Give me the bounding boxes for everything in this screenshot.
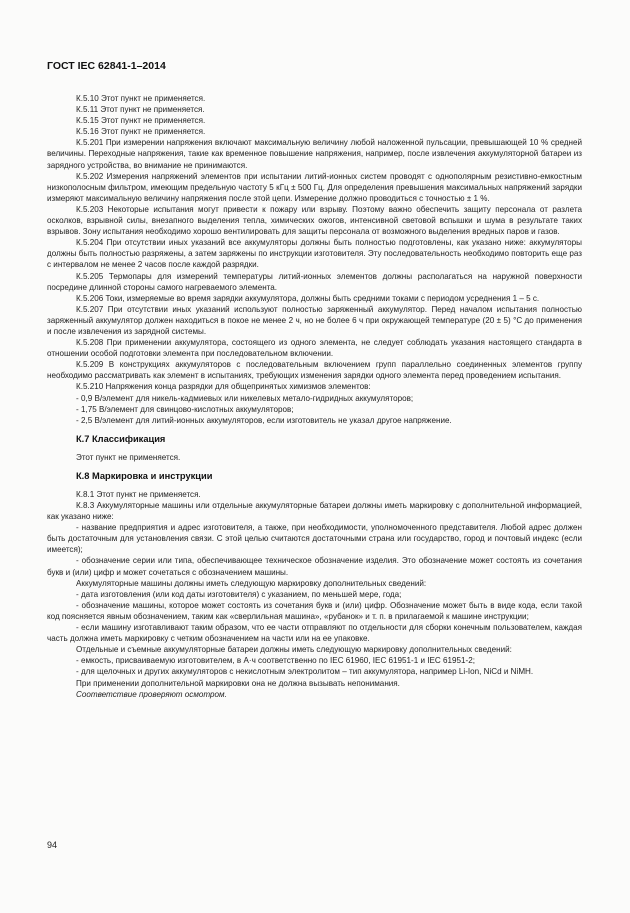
paragraph-k8-3-g: Отдельные и съемные аккумуляторные батареи должны иметь следующую маркировку дополнительных сведений: (76, 645, 512, 655)
list-item-k8-3-b: - обозначение серии или типа, обеспечивающее техническое обозначение изделия. Это обозначение может состоять из сочетания букв и (или) цифр и может сочетаться с обозначением машины. (47, 556, 582, 577)
list-item-k5-210-b: - 1,75 В/элемент для свинцово-кислотных аккумуляторов; (76, 404, 294, 414)
paragraph-k5-209: К.5.209 В конструкциях аккумуляторов с последовательным включением групп параллельно соединенных элементов группу необходимо рассматривать как элемент в испытаниях, требующих изменения зарядки одного элемента перед проведением испытания. (47, 360, 582, 381)
list-item-k8-3-i: - для щелочных и других аккумуляторов с некислотным электролитом – тип аккумулятора, например Li-Ion, NiCd и NiMH. (76, 667, 534, 677)
page-number: 94 (47, 840, 58, 850)
paragraph-k5-11: К.5.11 Этот пункт не применяется. (76, 105, 205, 115)
paragraph-k5-206: К.5.206 Токи, измеряемые во время зарядки аккумулятора, должны быть средними токами с периодом усреднения 1 – 5 с. (76, 293, 540, 303)
paragraph-k7: Этот пункт не применяется. (76, 452, 181, 462)
compliance-check-note: Соответствие проверяют осмотром. (76, 689, 227, 699)
list-item-k8-3-a: - название предприятия и адрес изготовителя, а также, при необходимости, уполномоченного представителя. Любой адрес должен быть достаточным для установления связи. С этой целью считаются достаточными страна или государство, город и почтовый индекс (если имеется); (47, 523, 582, 555)
list-item-k8-3-f: - если машину изготавливают таким образом, что ее части отправляют по отдельности для сборки конечным пользователем, каждая часть должна иметь маркировку с четким обозначением на части или на ее упаковке. (47, 623, 582, 644)
paragraph-k5-203: К.5.203 Некоторые испытания могут привести к пожару или взрыву. Поэтому важно обеспечить защиту персонала от разлета осколков, взрывной силы, внезапного выделения тепла, химических ожогов, интенсивной световой вспышки и шума в результате таких взрывов. Зону испытания необходимо хорошо вентилировать для защиты персонала от возможного выделения вредных паров и газов. (47, 204, 582, 237)
section-heading-k8: К.8 Маркировка и инструкции (76, 470, 213, 481)
list-item-k5-210-c: - 2,5 В/элемент для литий-ионных аккумуляторов, если изготовитель не указал другое напряжение. (76, 415, 452, 425)
paragraph-k5-201: К.5.201 При измерении напряжения включают максимальную величину любой наложенной пульсации, превышающей 10 % средней величины. Переходные напряжения, такие как временное повышение напряжения, например, после извлечения аккумуляторной батареи из зарядного устройства, во внимание не принимаются. (47, 138, 582, 170)
document-body (47, 93, 582, 700)
paragraph-k5-15: К.5.15 Этот пункт не применяется. (76, 116, 206, 126)
paragraph-k5-204: К.5.204 При отсутствии иных указаний все аккумуляторы должны быть полностью подготовлены, как указано ниже: аккумуляторы должны быть полностью разряжены, а затем заряжены по инструкции изготовителя. Эту последовательность необходимо повторить еще раз с интервалом не менее 2 часов после каждой разрядки. (47, 238, 582, 270)
section-heading-k7: К.7 Классификация (76, 433, 166, 444)
paragraph-k5-202: К.5.202 Измерения напряжений элементов при испытании литий-ионных систем проводят с однополярным резистивно-емкостным низкополосным фильтром, имеющим предельную частоту 5 кГц ± 500 Гц. Для определения превышения максимальных напряжений зарядки измеряют максимальную величину напряжения после этой цепи. Измерение должно проводиться с точностью ± 1 %. (47, 171, 582, 203)
paragraph-k8-3: К.8.3 Аккумуляторные машины или отдельные аккумуляторные батареи должны иметь маркировку с дополнительной информацией, как указано ниже: (47, 501, 582, 522)
document-header: ГОСТ IEC 62841-1–2014 (47, 60, 166, 72)
paragraph-k5-210: К.5.210 Напряжения конца разрядки для общепринятых химизмов элементов: (76, 382, 371, 392)
paragraph-k5-208: К.5.208 При применении аккумулятора, состоящего из одного элемента, не следует соблюдать указания настоящего стандарта в отношении особой подготовки элемента при последовательном включении. (47, 338, 582, 359)
paragraph-k5-10: К.5.10 Этот пункт не применяется. (76, 94, 206, 103)
list-item-k8-3-e: - обозначение машины, которое может состоять из сочетания букв и (или) цифр. Обозначение может быть в виде кода, если такой код поясняется явным обозначением, таким как «сверлильная машина», «рубанок» и т. п. в прилагаемой к машине инструкции; (47, 600, 582, 621)
paragraph-k5-205: К.5.205 Термопары для измерений температуры литий-ионных элементов должны располагаться на наружной поверхности посредине длинной стороны самого нагреваемого элемента. (47, 271, 582, 292)
paragraph-k5-16: К.5.16 Этот пункт не применяется. (76, 127, 206, 137)
list-item-k8-3-d: - дата изготовления (или код даты изготовителя) с указанием, по меньшей мере, года; (76, 589, 402, 599)
paragraph-k8-3-c: Аккумуляторные машины должны иметь следующую маркировку дополнительных сведений: (76, 578, 427, 588)
list-item-k8-3-h: - емкость, присваиваемую изготовителем, в А·ч соответственно по IEC 61960, IEC 61951-1 и IEC 61951-2; (76, 656, 475, 666)
paragraph-k8-3-j: При применении дополнительной маркировки она не должна вызывать непонимания. (76, 678, 400, 688)
paragraph-k5-207: К.5.207 При отсутствии иных указаний используют полностью заряженный аккумулятор. Перед началом испытания полностью заряженный аккумулятор должен находиться в покое не менее 2 ч, но не более 6 ч при окружающей температуре (20 ± 5) °С до применения и после извлечения из зарядной системы. (47, 304, 582, 336)
paragraph-k8-1: К.8.1 Этот пункт не применяется. (76, 489, 201, 499)
list-item-k5-210-a: - 0,9 В/элемент для никель-кадмиевых или никелевых метало-гидридных аккумуляторов; (76, 393, 414, 403)
